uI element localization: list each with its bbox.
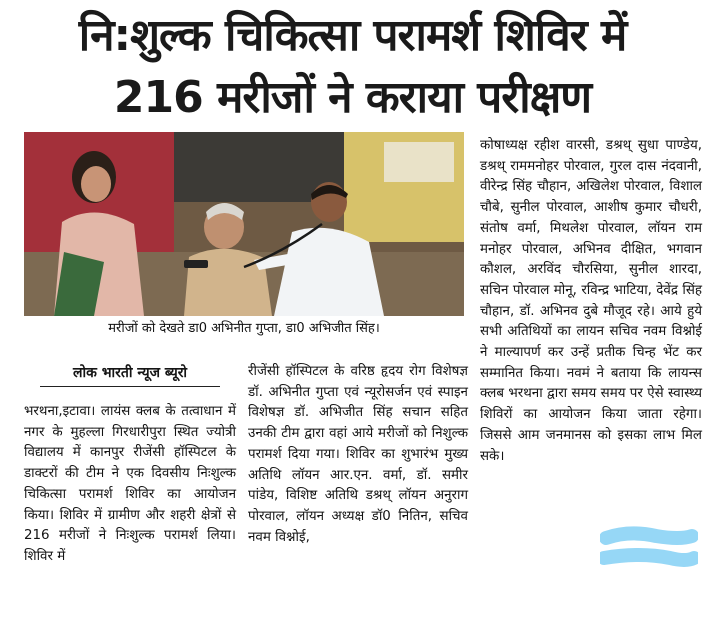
article-column-2-text: रीजेंसी हॉस्पिटल के वरिष्ठ हृदय रोग विशेषज्ञ डॉ. अभिनीत गुप्ता एवं न्यूरोसर्जन एवं स्पाइन विशेषज्ञ डॉ. अभिजीत सिंह सचान सहित उनकी टीम द्वारा वहां आये मरीजों को निशुल्क परामर्श दिया गया। शिविर का शुभारंभ मुख्य अतिथि लॉयन आर.एन. वर्मा, डॉ. समीर पांडेय, विशिष्ट अतिथि डश्रथ् लॉयन अनुराग पोरवाल, लॉयन अध्यक्ष डॉ0 नितिन, सचिव नवम विश्नोई, xyxy=(248,364,468,545)
news-photo xyxy=(24,132,464,316)
article-column-1-text: भरथना,इटावा। लायंस क्लब के तत्वाधान में नगर के मुहल्ला गिरधारीपुरा स्थित ज्योत्री विद्यालय में कानपुर रीजेंसी हॉस्पिटल के डाक्टरों की टीम ने एक दिवसीय निःशुल्क चिकित्सा परामर्श शिविर का आयोजन किया। शिविर में ग्रामीण और शहरी क्षेत्रों से 216 मरीजों ने निःशुल्क परामर्श लिया।शिविर में xyxy=(24,404,236,564)
photo-illustration xyxy=(24,132,464,316)
photo-caption: मरीजों को देखते डा0 अभिनीत गुप्ता, डा0 अभिजीत सिंह। xyxy=(108,321,380,336)
article-column-2 xyxy=(248,362,468,548)
article-column-3-text: कोषाध्यक्ष रहीश वारसी, डश्रथ् सुधा पाण्डेय, डश्रथ् राममनोहर पोरवाल, गुरल दास नंदवानी, वीरेन्द्र सिंह चौहान, अखिलेश पोरवाल, विशाल चौबे, सुनील पोरवाल, आशीष कुमार चौधरी, संतोष वर्मा, मिथलेश पोरवाल, लॉयन राम मनोहर पोरवाल, अभिनव दीक्षित, भगवान कौशल, अरविंद चौरसिया, सुनील शारदा, सचिन पोरवाल मोनू, रविन्द्र भाटिया, देवेंद्र सिंह चौहान, डॉ. अभिनव दुबे मौजूद रहे। आये हुये सभी अतिथियों का लायन सचिव नवम विश्नोई ने माल्यापर्ण कर उन्हें प्रतीक चिन्ह भेंट कर सम्मानित किया। नवमं ने बताया कि लायन्स क्लब भरथना द्वारा समय समय पर ऐसे स्वास्थ्य शिविरों का आयोजन किया जाता रहेगा। जिससे आम जनमानस को इसका लाभ मिल सके। xyxy=(480,138,702,464)
highlighter-mark xyxy=(600,518,698,580)
byline: लोक भारती न्यूज ब्यूरो xyxy=(40,362,220,387)
headline-line-2: 216 मरीजों ने कराया परीक्षण xyxy=(113,72,592,123)
headline-line-1: नि:शुल्क चिकित्सा परामर्श शिविर में xyxy=(78,10,627,61)
article-column-1 xyxy=(24,402,236,568)
headline xyxy=(0,0,705,130)
article-column-3 xyxy=(480,136,702,467)
